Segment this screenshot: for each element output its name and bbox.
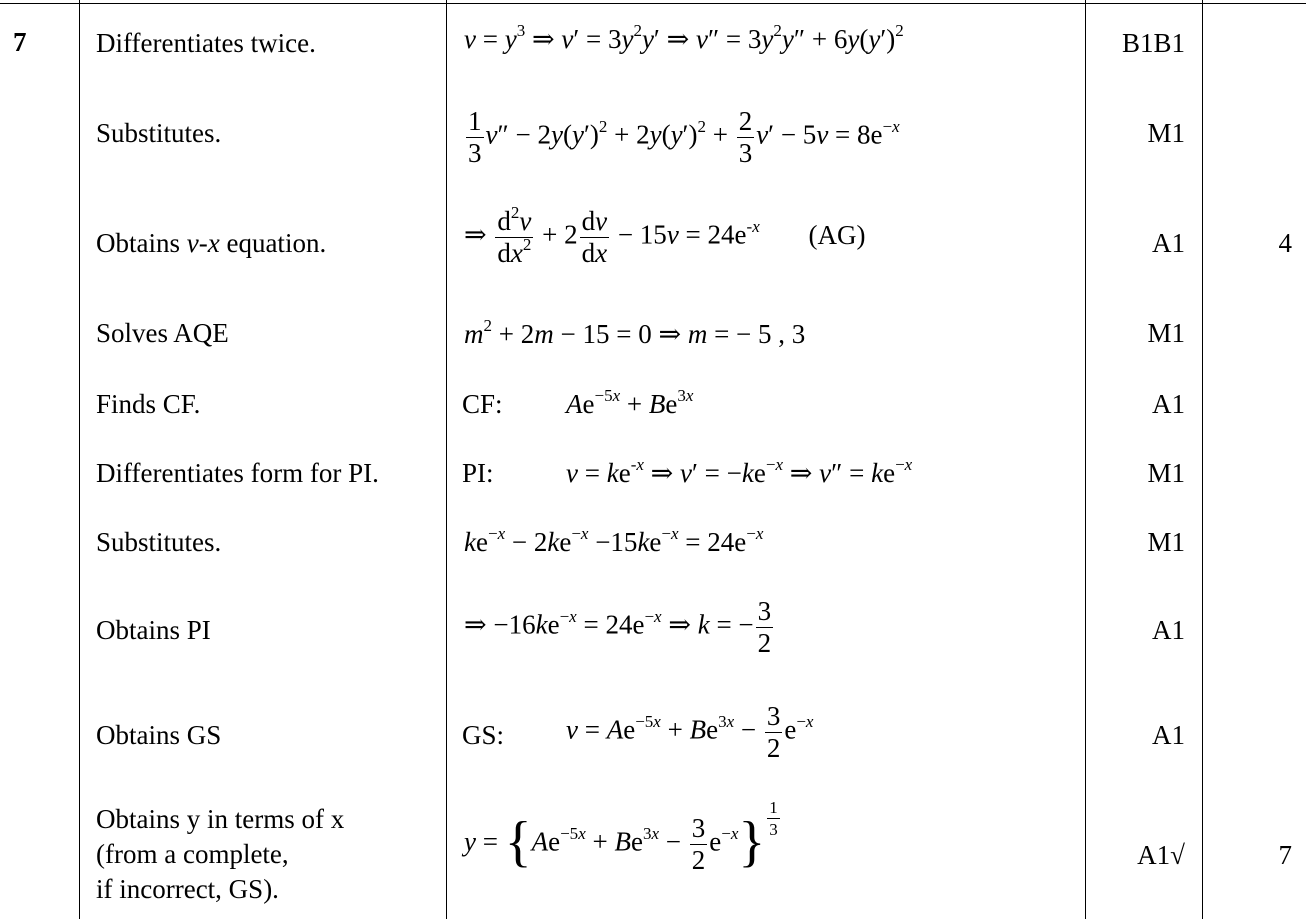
mark-cell: M1 <box>1147 118 1185 148</box>
mark-cell: A1 <box>1152 720 1185 750</box>
ag-label: (AG) <box>808 219 866 250</box>
math-substitute: $\frac{1}{3}$ $v'' - 2y(y')^2 + 2y(y')^2$ + $\frac{2}{3}$ $v' - 5v = 8e^{-x}$ <box>468 106 900 168</box>
math-cf: $Ae^{-5x} + Be^{3x}$ <box>566 386 694 419</box>
math-differentiate: $v = y^3$ ⇒ $v' = 3y^2y'$ ⇒ $v'' = 3y^2y'' + 6y(y')^2$ <box>464 21 904 54</box>
total-cell: 7 <box>1278 840 1292 870</box>
mark-cell: B1B1 <box>1121 28 1185 58</box>
pi-label: PI: <box>462 458 494 488</box>
row-description: Differentiates form for PI. <box>96 458 379 488</box>
mark-cell: A1 <box>1152 615 1185 645</box>
top-border <box>0 3 1306 4</box>
row-description: Obtains PI <box>96 615 211 645</box>
mark-cell: A1√ <box>1137 840 1185 870</box>
column-divider <box>1085 0 1086 919</box>
row-description: (from a complete, <box>96 839 289 869</box>
mark-cell: M1 <box>1147 527 1185 557</box>
question-number: 7 <box>13 27 27 57</box>
column-divider <box>446 0 447 919</box>
row-description: Solves AQE <box>96 318 229 348</box>
cf-label: CF: <box>462 389 503 419</box>
math-pi-form: $v = ke^{-x}$ ⇒ $v' = -ke^{-x}$ ⇒ $v'' = ke^{-x}$ <box>566 455 913 488</box>
row-description: Obtains GS <box>96 720 222 750</box>
row-description: Finds CF. <box>96 389 201 419</box>
row-description: Obtains y in terms of x <box>96 804 345 834</box>
mark-cell: M1 <box>1147 318 1185 348</box>
column-divider <box>1202 0 1203 919</box>
row-description: Substitutes. <box>96 118 222 148</box>
mark-cell: M1 <box>1147 458 1185 488</box>
mark-cell: A1 <box>1152 389 1185 419</box>
math-aqe: $m^2 + 2m - 15 = 0$ ⇒ m = − 5 , 3 <box>464 316 806 349</box>
math-pi-value: ⇒ $-16ke^{-x} = 24e^{-x}$ ⇒ k = − $\frac{3}{2}$ <box>464 596 772 658</box>
gs-label: GS: <box>462 720 505 750</box>
total-cell: 4 <box>1278 228 1292 258</box>
math-pi-substitute: $ke^{-x} - 2ke^{-x} -15ke^{-x} = 24e^{-x}$ <box>464 524 764 557</box>
row-description: Obtains v-x equation. <box>96 228 327 258</box>
mark-cell: A1 <box>1152 228 1185 258</box>
math-gs: $v = Ae^{-5x} + Be^{3x}$ − $\frac{3}{2}$ $e^{-x}$ <box>566 701 814 763</box>
row-description: if incorrect, GS). <box>96 874 279 904</box>
math-y-in-x: $y = \{Ae^{-5x} + Be^{3x}$ − $\frac{3}{2}$ $e^{-x}$} $\frac{1}{3}$ <box>464 798 778 875</box>
row-description: Substitutes. <box>96 527 222 557</box>
row-description: Differentiates twice. <box>96 28 316 58</box>
math-vx-equation: ⇒ $\frac{d^2v}{dx^2}$ + 2 $\frac{dv}{dx}$ − $15v = 24e^{-x}$ (AG) <box>464 203 866 268</box>
column-divider <box>79 0 80 919</box>
